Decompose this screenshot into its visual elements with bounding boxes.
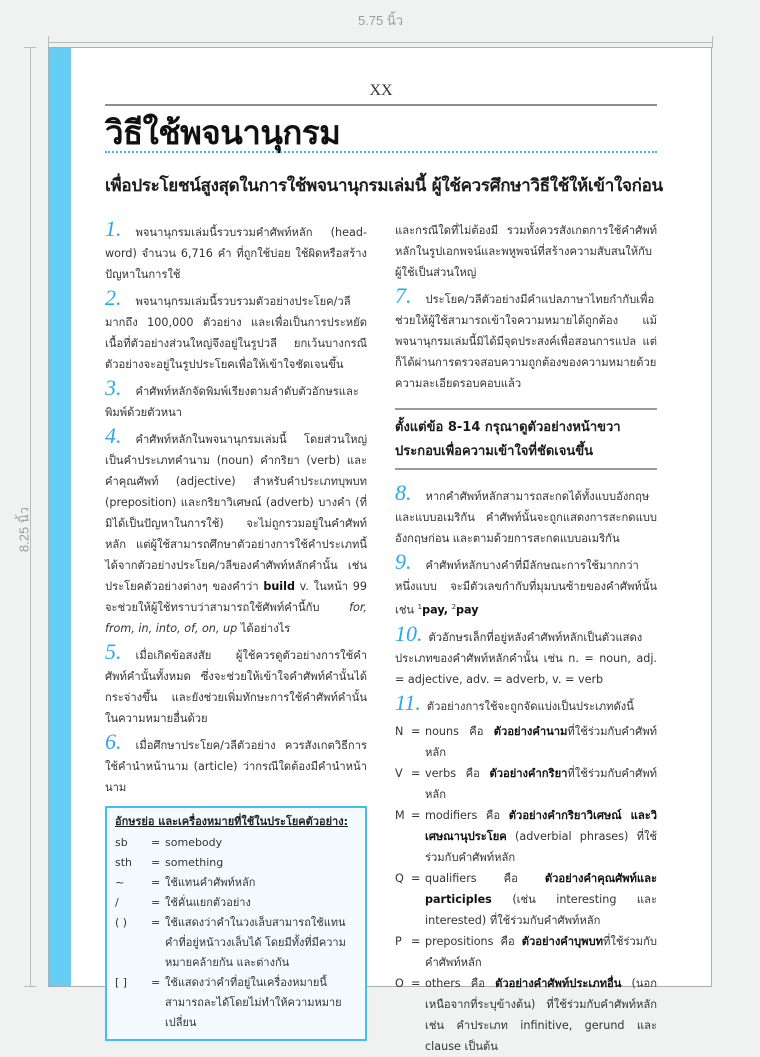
item-number: 8. xyxy=(395,480,412,505)
type-bold: ตัวอย่างคำบุพบท xyxy=(521,934,604,948)
abbr-key: sth xyxy=(115,856,133,869)
width-dimension-line xyxy=(48,42,713,43)
abbr-key: sb xyxy=(115,836,128,849)
abbreviation-row xyxy=(115,913,357,973)
item-5 xyxy=(105,639,367,729)
abbr-eq: = xyxy=(151,836,161,849)
type-row xyxy=(395,763,657,805)
type-pre: prepositions คือ xyxy=(425,934,515,948)
item-text: คำศัพท์หลักบางคำที่มีลักษณะการใช้มากกว่าหนึ่งแบบ จะมีตัวเลขกำกับที่มุมบนซ้ายของคำศัพท์นั้น เช่น xyxy=(395,559,657,617)
page-subtitle: เพื่อประโยชน์สูงสุดในการใช้พจนานุกรมเล่มนี้ ผู้ใช้ควรศึกษาวิธีใช้ให้เข้าใจก่อน xyxy=(105,176,663,196)
item-text: พจนานุกรมเล่มนี้รวบรวมตัวอย่างประโยค/วลีมากถึง 100,000 ตัวอย่าง และเพื่อเป็นการประหยัดเนื้อที่ตัวอย่างส่วนใหญ่จึงอยู่ในรูปวลี ยกเว้นบางกรณี ตัวอย่างจะอยู่ในรูปประโยคเพื่อให้เข้าใจชัดเจนขึ้น xyxy=(105,295,367,371)
item-text: ประโยค/วลีตัวอย่างมีคำแปลภาษาไทยกำกับเพื่อช่วยให้ผู้ใช้สามารถเข้าใจความหมายได้ถูกต้อง แม้พจนานุกรมเล่มนี้มิได้มีจุดประสงค์เพื่อสอนการแปล แต่ก็ได้ผ่านการตรวจสอบความถูกต้องของความหมายด้วยความละเอียดรอบคอบแล้ว xyxy=(395,293,657,390)
item-number: 6. xyxy=(105,729,122,754)
type-pre: verbs คือ xyxy=(425,766,480,780)
type-key: M xyxy=(395,808,405,822)
title-dotted-rule xyxy=(105,151,657,153)
right-column xyxy=(395,220,657,1057)
abbr-key: / xyxy=(115,896,119,909)
type-row xyxy=(395,931,657,973)
abbr-eq: = xyxy=(151,876,161,889)
bold-word: build xyxy=(263,580,295,593)
abbreviation-row xyxy=(115,833,357,853)
abbreviation-row xyxy=(115,893,357,913)
item-text: v. ในหน้า 99 จะช่วยให้ผู้ใช้ทราบว่าสามารถใช้ศัพท์คำนี้กับ xyxy=(105,580,368,614)
type-bold: ตัวอย่างคำศัพท์ประเภทอื่น xyxy=(495,976,622,990)
type-post: ที่ใช้ร่วมกับคำศัพท์หลัก xyxy=(425,766,657,801)
abbreviations-title: อักษรย่อ และเครื่องหมายที่ใช้ในประโยคตัวอย่าง: xyxy=(115,815,348,828)
superscript: 1 xyxy=(417,603,423,611)
type-bold: ตัวอย่างคำกริยาวิเศษณ์ และวิเศษณานุประโยค xyxy=(425,808,657,843)
item-1 xyxy=(105,216,367,285)
item-text: คำศัพท์หลักจัดพิมพ์เรียงตามลำดับตัวอักษรและพิมพ์ด้วยตัวหนา xyxy=(105,385,359,419)
item-10 xyxy=(395,620,657,690)
dimension-tick xyxy=(24,986,36,987)
type-eq: = xyxy=(411,976,421,990)
type-key: V xyxy=(395,766,403,780)
item-7 xyxy=(395,283,657,394)
item-number: 4. xyxy=(105,423,122,448)
type-key: Q xyxy=(395,871,404,885)
type-pre: nouns คือ xyxy=(425,724,484,738)
item-number: 1. xyxy=(105,216,122,241)
abbr-value: ใช้แสดงว่าคำในวงเล็บสามารถใช้แทนคำที่อยู่หน้าวงเล็บได้ โดยมีทั้งที่มีความหมายคล้ายกัน และต่างกัน xyxy=(165,916,346,969)
type-post: (เช่น interesting และ interested) ที่ใช้ร่วมกับคำศัพท์หลัก xyxy=(425,892,657,927)
abbr-key: ~ xyxy=(115,876,125,889)
item-text: พจนานุกรมเล่มนี้รวบรวมคำศัพท์หลัก (head-word) จำนวน 6,716 คำ ที่ถูกใช้บ่อย ใช้ผิดหรือสร้างปัญหาในการใช้ xyxy=(105,226,367,281)
page-title: วิธีใช้พจนานุกรม xyxy=(105,113,341,152)
left-column xyxy=(105,216,368,1041)
abbr-value: ใช้แทนคำศัพท์หลัก xyxy=(165,876,256,889)
item-3 xyxy=(105,375,367,423)
item-number: 10. xyxy=(395,620,423,646)
item-number: 11. xyxy=(395,689,421,715)
item-text: เมื่อเกิดข้อสงสัย ผู้ใช้ควรดูตัวอย่างการใช้คำศัพท์คำนั้นทั้งหมด ซึ่งจะช่วยให้เข้าใจคำศัพท์คำนั้นได้กระจ่างขึ้น และยังช่วยเพิ่มทักษะการใช้คำศัพท์คำนั้นในความหมายอื่นด้วย xyxy=(105,649,367,725)
item-text: ตัวอักษรเล็กที่อยู่หลังคำศัพท์หลักเป็นตัวแสดงประเภทของคำศัพท์หลักคำนั้น เช่น n. = noun, adj. = adjective, adv. = adverb, v. = verb xyxy=(395,630,657,686)
section-heading: ตั้งแต่ข้อ 8-14 กรุณาดูตัวอย่างหน้าขวาประกอบเพื่อความเข้าใจที่ชัดเจนขึ้น xyxy=(395,408,657,470)
height-dimension xyxy=(16,47,40,987)
type-eq: = xyxy=(411,766,421,780)
type-post: ที่ใช้ร่วมกับคำศัพท์หลัก xyxy=(425,934,657,969)
abbr-key: [ ] xyxy=(115,976,128,989)
item-text: คำศัพท์หลักในพจนานุกรมเล่มนี้ โดยส่วนใหญ่เป็นคำประเภทคำนาม (noun) คำกริยา (verb) และคำคุณศัพท์ (adjective) สำหรับคำประเภทบุพบท (preposition) และกริยาวิเศษณ์ (adverb) บางคำ (ที่มิได้เป็นปัญหาในการใช้) จะไม่ถูกรวมอยู่ในคำศัพท์หลัก แต่ผู้ใช้สามารถศึกษาตัวอย่างการใช้คำประเภทนี้ได้จากตัวอย่างประโยค/วลีของคำศัพท์หลักคำนั้น เช่น ประโยคตัวอย่างต่างๆ ของคำว่า xyxy=(105,433,367,593)
item-text: ได้อย่างไร xyxy=(240,622,291,635)
abbr-key: ( ) xyxy=(115,916,128,929)
abbr-value: something xyxy=(165,856,224,869)
type-post: (นอกเหนือจากที่ระบุข้างต้น) ที่ใช้ร่วมกับคำศัพท์หลัก เช่น คำประเภท infinitive, gerund และ clause เป็นต้น xyxy=(425,976,657,1053)
type-eq: = xyxy=(411,934,421,948)
type-key: N xyxy=(395,724,404,738)
abbr-value: ใช้คั่นแยกตัวอย่าง xyxy=(165,896,251,909)
abbreviation-row xyxy=(115,873,357,893)
width-label: 5.75 นิ้ว xyxy=(357,13,404,28)
width-dimension xyxy=(48,13,713,38)
item-2 xyxy=(105,285,367,375)
item-text: เมื่อศึกษาประโยค/วลีตัวอย่าง ควรสังเกตวิธีการใช้คำนำหน้านาม (article) ว่ากรณีใดต้องมีคำนำหน้านาม xyxy=(105,739,367,794)
abbreviation-row xyxy=(115,853,357,873)
type-key: P xyxy=(395,934,402,948)
type-row xyxy=(395,973,657,1057)
type-pre: others คือ xyxy=(425,976,485,990)
type-eq: = xyxy=(411,871,421,885)
type-row xyxy=(395,868,657,931)
dimension-tick xyxy=(712,36,713,48)
bold-word: pay xyxy=(456,603,479,617)
item-number: 3. xyxy=(105,375,122,400)
item-text: ตัวอย่างการใช้จะถูกจัดแบ่งเป็นประเภทดังนี้ xyxy=(426,699,634,713)
book-page xyxy=(48,47,712,1053)
item-number: 9. xyxy=(395,549,412,574)
abbreviations-box xyxy=(105,806,367,1041)
type-post: ที่ใช้ร่วมกับคำศัพท์หลัก xyxy=(425,724,657,759)
item-6 xyxy=(105,729,367,798)
item-number: 7. xyxy=(395,283,412,308)
type-eq: = xyxy=(411,808,421,822)
bold-word: pay, xyxy=(422,603,448,617)
running-head: XX xyxy=(369,82,393,99)
abbr-eq: = xyxy=(151,916,161,929)
abbr-eq: = xyxy=(151,976,161,989)
height-label: 8.25 นิ้ว xyxy=(16,506,32,553)
page-spine-bar xyxy=(49,48,71,986)
item-number: 5. xyxy=(105,639,122,664)
item-9 xyxy=(395,549,657,621)
abbr-eq: = xyxy=(151,856,161,869)
type-bold: ตัวอย่างคำนาม xyxy=(493,724,568,738)
type-row xyxy=(395,805,657,868)
item-text: หากคำศัพท์หลักสามารถสะกดได้ทั้งแบบอังกฤษและแบบอเมริกัน คำศัพท์นั้นจะถูกแสดงการสะกดแบบอังกฤษก่อน และตามด้วยการสะกดแบบอเมริกัน xyxy=(395,490,657,545)
type-post: (adverbial phrases) ที่ใช้ร่วมกับคำศัพท์หลัก xyxy=(425,829,657,864)
abbr-value: somebody xyxy=(165,836,223,849)
item-8 xyxy=(395,480,657,549)
type-pre: modifiers คือ xyxy=(425,808,501,822)
italic-words: for, from, in, into, of, on, up xyxy=(105,601,367,635)
abbr-value: ใช้แสดงว่าคำที่อยู่ในเครื่องหมายนี้สามารถละได้โดยไม่ทำให้ความหมายเปลี่ยน xyxy=(165,976,342,1029)
abbr-eq: = xyxy=(151,896,161,909)
type-row xyxy=(395,721,657,763)
type-bold: ตัวอย่างคำกริยา xyxy=(489,766,568,780)
item-11 xyxy=(395,689,657,717)
item-6-continued: และกรณีใดที่ไม่ต้องมี รวมทั้งควรสังเกตการใช้คำศัพท์หลักในรูปเอกพจน์และพหูพจน์ที่สร้างความสับสนให้กับผู้ใช้เป็นส่วนใหญ่ xyxy=(395,224,657,279)
item-4 xyxy=(105,423,368,639)
type-eq: = xyxy=(411,724,421,738)
item-number: 2. xyxy=(105,285,122,310)
superscript: 2 xyxy=(451,603,457,611)
type-pre: qualifiers คือ xyxy=(425,871,518,885)
type-bold: ตัวอย่างคำคุณศัพท์และ participles xyxy=(425,871,657,906)
abbreviation-row xyxy=(115,973,357,1033)
type-key: O xyxy=(395,976,404,990)
dimension-tick xyxy=(24,47,36,48)
